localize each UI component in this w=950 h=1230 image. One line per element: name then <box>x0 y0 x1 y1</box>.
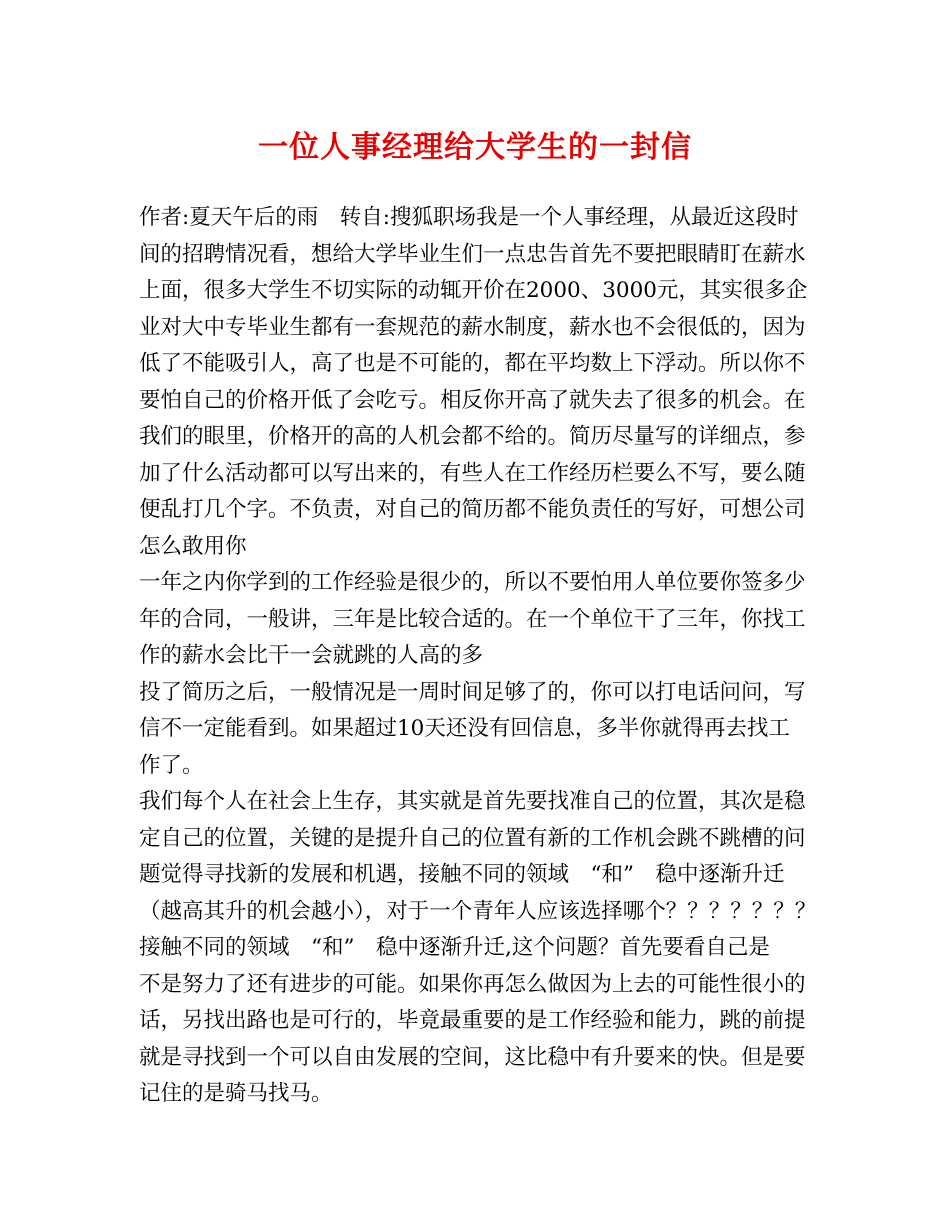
body-line: 间的招聘情况看，想给大学毕业生们一点忠告首先不要把眼睛盯在薪水 <box>139 241 806 267</box>
body-line: 一年之内你学到的工作经验是很少的，所以不要怕用人单位要你签多少 <box>139 570 806 595</box>
body-line: 作者:夏天午后的雨 转自:搜狐职场我是一个人事经理，从最近这段时 <box>139 205 799 230</box>
body-line: 低了不能吸引人，高了也是不可能的，都在平均数上下浮动。所以你不 <box>139 351 806 376</box>
body-line: 作了。 <box>139 752 204 778</box>
body-line: 加了什么活动都可以写出来的，有些人在工作经历栏要么不写，要么随 <box>139 460 806 486</box>
body-line: 就是寻找到一个可以自由发展的空间，这比稳中有升要来的快。但是要 <box>139 1044 806 1070</box>
body-line: 记住的是骑马找马。 <box>139 1081 333 1106</box>
body-line: 怎么敢用你 <box>139 533 247 559</box>
body-line: 我们的眼里，价格开的高的人机会都不给的。简历尽量写的详细点，参 <box>139 424 806 449</box>
body-line: 业对大中专毕业生都有一套规范的薪水制度，薪水也不会很低的，因为 <box>139 314 806 340</box>
body-line: 要怕自己的价格开低了会吃亏。相反你开高了就失去了很多的机会。在 <box>139 387 806 413</box>
body-line: 接触不同的领域 “和” 稳中逐渐升迁,这个问题？首先要看自己是 <box>139 935 770 960</box>
body-line: 信不一定能看到。如果超过10天还没有回信息，多半你就得再去找工 <box>139 716 790 741</box>
body-line: 便乱打几个字。不负责，对自己的简历都不能负责任的写好，可想公司 <box>139 497 806 522</box>
body-line: 题觉得寻找新的发展和机遇，接触不同的领域 “和” 稳中逐渐升迁 <box>139 862 785 887</box>
body-line: 不是努力了还有进步的可能。如果你再怎么做因为上去的可能性很小的 <box>139 971 806 997</box>
body-line: 我们每个人在社会上生存，其实就是首先要找准自己的位置，其次是稳 <box>139 789 806 814</box>
body-line: 定自己的位置，关键的是提升自己的位置有新的工作机会跳不跳槽的问 <box>139 825 806 851</box>
body-line: （越高其升的机会越小），对于一个青年人应该选择哪个？？？？？？？ <box>139 898 817 924</box>
document-title: 一位人事经理给大学生的一封信 <box>258 130 692 165</box>
body-line: 年的合同，一般讲，三年是比较合适的。在一个单位干了三年，你找工 <box>139 606 806 632</box>
body-line: 上面，很多大学生不切实际的动辄开价在2000、3000元，其实很多企 <box>139 278 808 303</box>
document-body <box>139 200 829 1113</box>
body-line: 话，另找出路也是可行的，毕竟最重要的是工作经验和能力，跳的前提 <box>139 1008 806 1033</box>
body-line: 投了简历之后，一般情况是一周时间足够了的，你可以打电话问问，写 <box>139 679 806 705</box>
body-line: 作的薪水会比干一会就跳的人高的多 <box>139 643 484 668</box>
